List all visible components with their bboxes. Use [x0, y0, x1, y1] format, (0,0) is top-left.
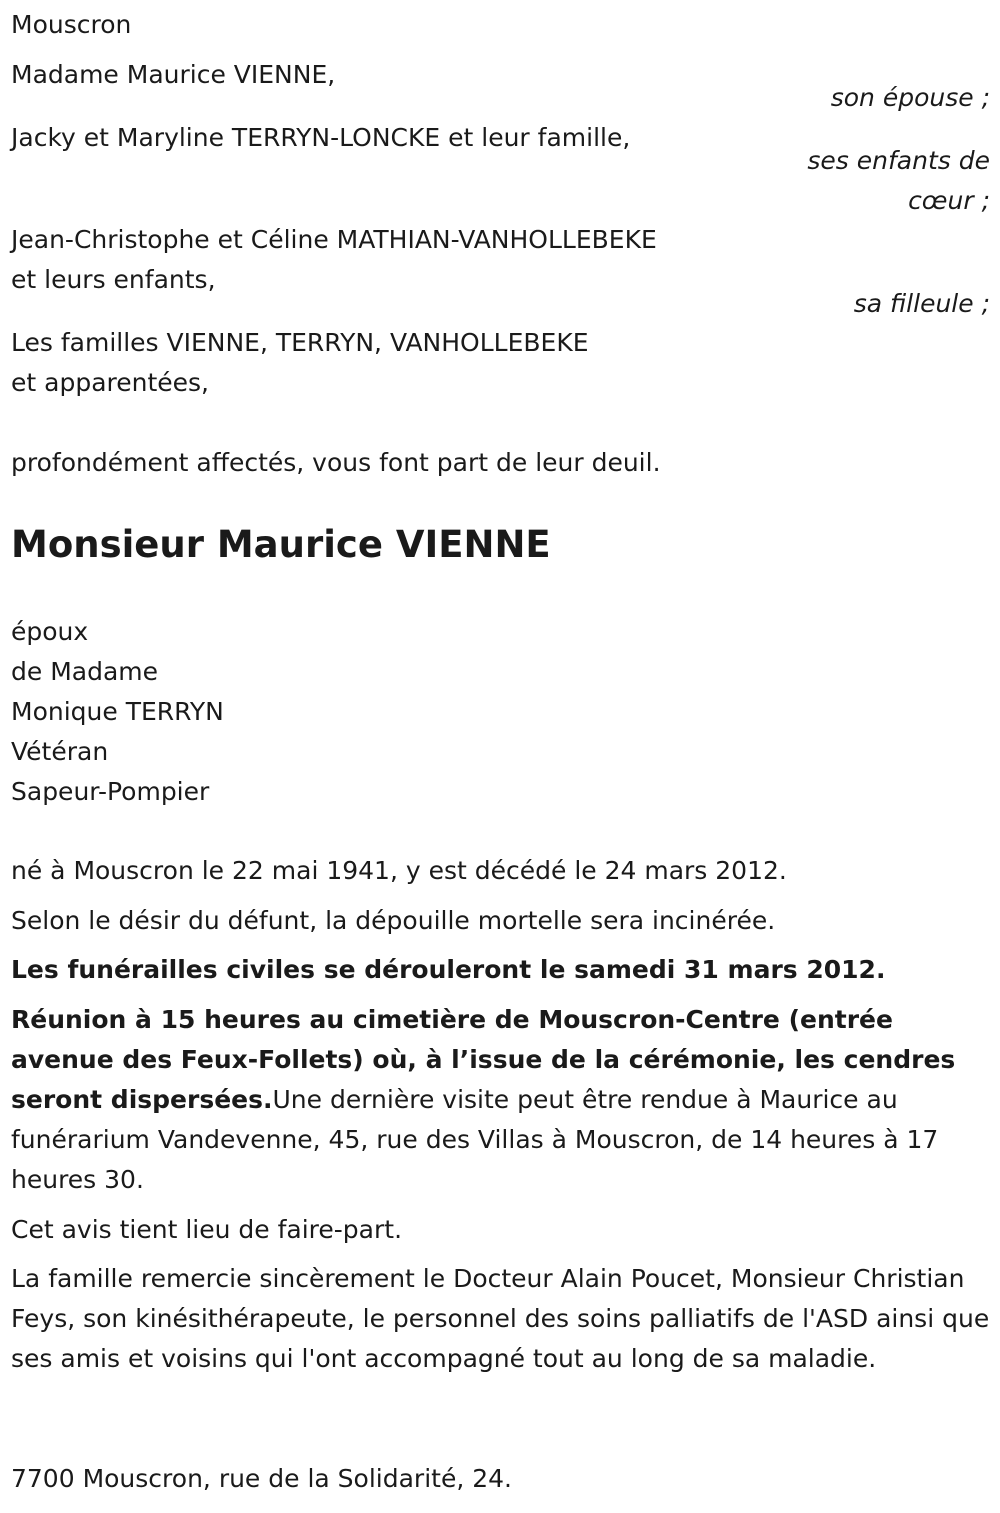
goddaughter-name-line2: et leurs enfants, [11, 265, 216, 294]
deceased-detail: Monique TERRYN [11, 697, 224, 726]
children-role-line1: ses enfants de [807, 146, 990, 175]
goddaughter-role: sa filleule ; [853, 289, 990, 318]
deceased-name: Monsieur Maurice VIENNE [11, 523, 551, 566]
families-line2: et apparentées, [11, 368, 209, 397]
children-name: Jacky et Maryline TERRYN-LONCKE et leur famille, [11, 123, 631, 152]
address-text: 7700 Mouscron, rue de la Solidarité, 24. [11, 1464, 512, 1493]
announcement-text: profondément affectés, vous font part de leur deuil. [11, 448, 661, 477]
spouse-role: son épouse ; [830, 83, 990, 112]
thanks-paragraph: La famille remercie sincèrement le Docteur Alain Poucet, Monsieur Christian Feys, son kinésithérapeute, le personnel des soins palliatifs de l'ASD ainsi que ses amis et voisins qui l'ont accompagné tout au long de sa maladie. [11, 1264, 990, 1373]
meeting-rest-text: Une dernière visite peut être rendue à Maurice au funérarium Vandevenne, 45, rue des Villas à Mouscron, de 14 heures à 17 heures 30. [11, 1085, 939, 1194]
spouse-name: Madame Maurice VIENNE, [11, 60, 336, 89]
wish-text: Selon le désir du défunt, la dépouille mortelle sera incinérée. [11, 906, 776, 935]
deceased-detail: Vétéran [11, 737, 109, 766]
children-role-line2: cœur ; [908, 186, 990, 215]
funeral-text: Les funérailles civiles se dérouleront le samedi 31 mars 2012. [11, 955, 886, 984]
goddaughter-name-line1: Jean-Christophe et Céline MATHIAN-VANHOLLEBEKE [11, 225, 657, 254]
meeting-paragraph [11, 1000, 991, 1200]
birth-death-text: né à Mouscron le 22 mai 1941, y est décédé le 24 mars 2012. [11, 856, 787, 885]
meeting-bold-text: Réunion à 15 heures au cimetière de Mouscron-Centre (entrée avenue des Feux-Follets) où, à l’issue de la cérémonie, les cendres seront dispersées. [11, 1005, 956, 1114]
deceased-detail: de Madame [11, 657, 159, 686]
families-line1: Les familles VIENNE, TERRYN, VANHOLLEBEKE [11, 328, 589, 357]
deceased-detail: Sapeur-Pompier [11, 777, 210, 806]
deceased-detail: époux [11, 617, 89, 646]
notice-text: Cet avis tient lieu de faire-part. [11, 1215, 403, 1244]
city-heading: Mouscron [11, 10, 132, 39]
